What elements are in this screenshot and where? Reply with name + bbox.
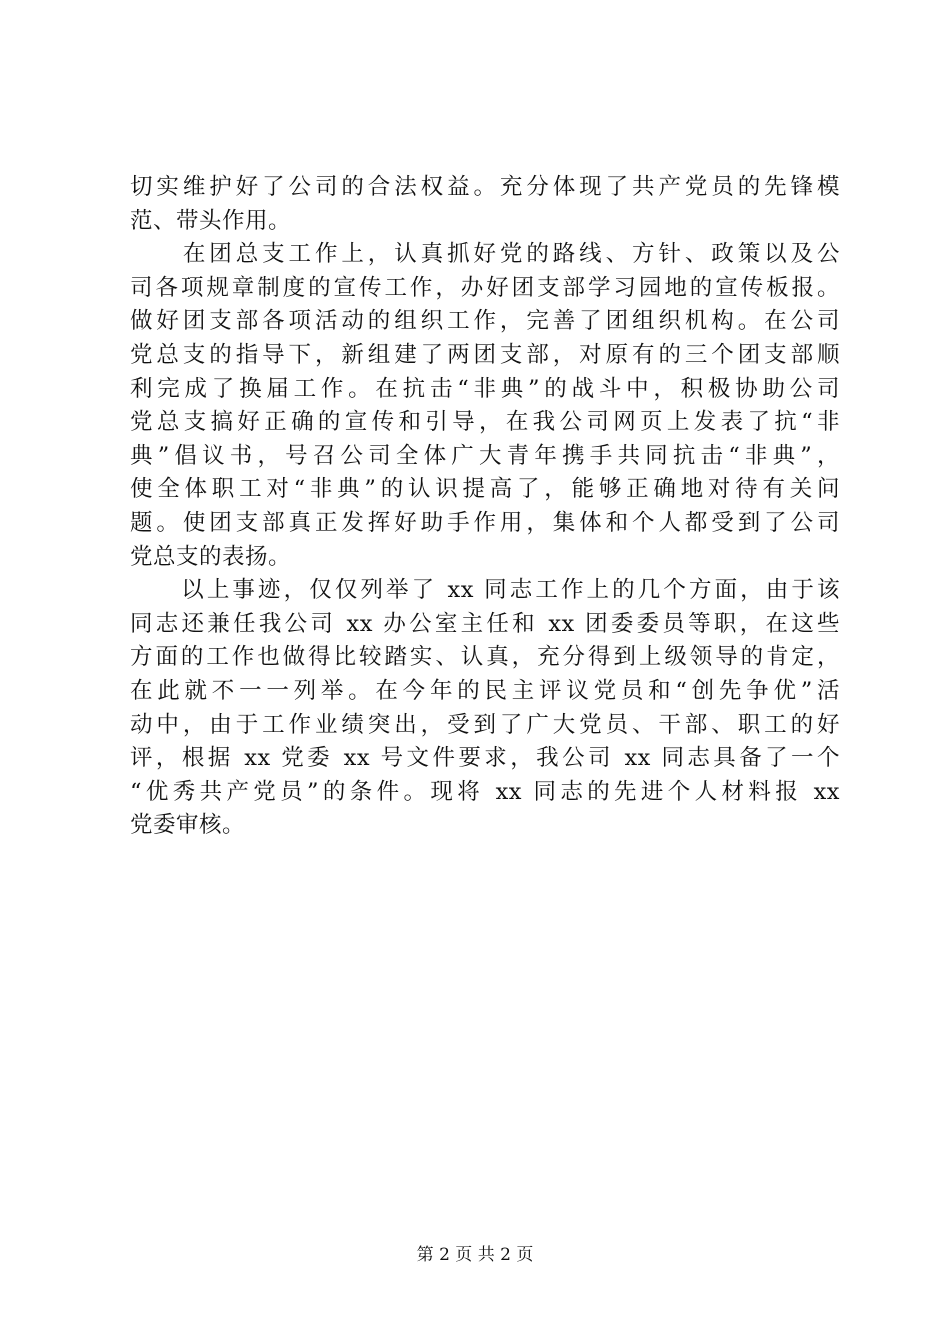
text-line: 司各项规章制度的宣传工作，办好团支部学习园地的宣传板报。	[130, 274, 840, 301]
text-line: 方面的工作也做得比较踏实、认真，充分得到上级领导的肯定，	[130, 644, 840, 671]
text-line: “优秀共产党员”的条件。现将 xx 同志的先进个人材料报 xx	[130, 778, 840, 805]
text-line: 使全体职工对“非典”的认识提高了，能够正确地对待有关问	[130, 476, 840, 503]
text-line: 党总支的表扬。	[130, 543, 292, 570]
text-line: 同志还兼任我公司 xx 办公室主任和 xx 团委委员等职，在这些	[130, 610, 840, 637]
text-line: 题。使团支部真正发挥好助手作用，集体和个人都受到了公司	[130, 509, 840, 536]
text-line: 做好团支部各项活动的组织工作，完善了团组织机构。在公司	[130, 308, 840, 335]
document-body	[130, 171, 840, 843]
text-line: 典”倡议书，号召公司全体广大青年携手共同抗击“非典”，	[130, 442, 840, 469]
text-line: 在此就不一一列举。在今年的民主评议党员和“创先争优”活	[130, 677, 840, 704]
text-line: 评，根据 xx 党委 xx 号文件要求，我公司 xx 同志具备了一个	[130, 745, 840, 772]
text-line: 党总支的指导下，新组建了两团支部，对原有的三个团支部顺	[130, 341, 840, 368]
text-line: 动中，由于工作业绩突出，受到了广大党员、干部、职工的好	[130, 711, 840, 738]
text-line: 党委审核。	[130, 812, 246, 839]
page-number-footer: 第 2 页 共 2 页	[416, 1245, 534, 1265]
text-line: 以上事迹，仅仅列举了 xx 同志工作上的几个方面，由于该	[130, 577, 840, 604]
text-line: 在团总支工作上，认真抓好党的路线、方针、政策以及公	[130, 241, 840, 268]
text-line: 利完成了换届工作。在抗击“非典”的战斗中，积极协助公司	[130, 375, 840, 402]
text-line: 切实维护好了公司的合法权益。充分体现了共产党员的先锋模	[130, 174, 840, 200]
text-line: 党总支搞好正确的宣传和引导，在我公司网页上发表了抗“非	[130, 409, 840, 436]
text-line: 范、带头作用。	[130, 207, 292, 234]
